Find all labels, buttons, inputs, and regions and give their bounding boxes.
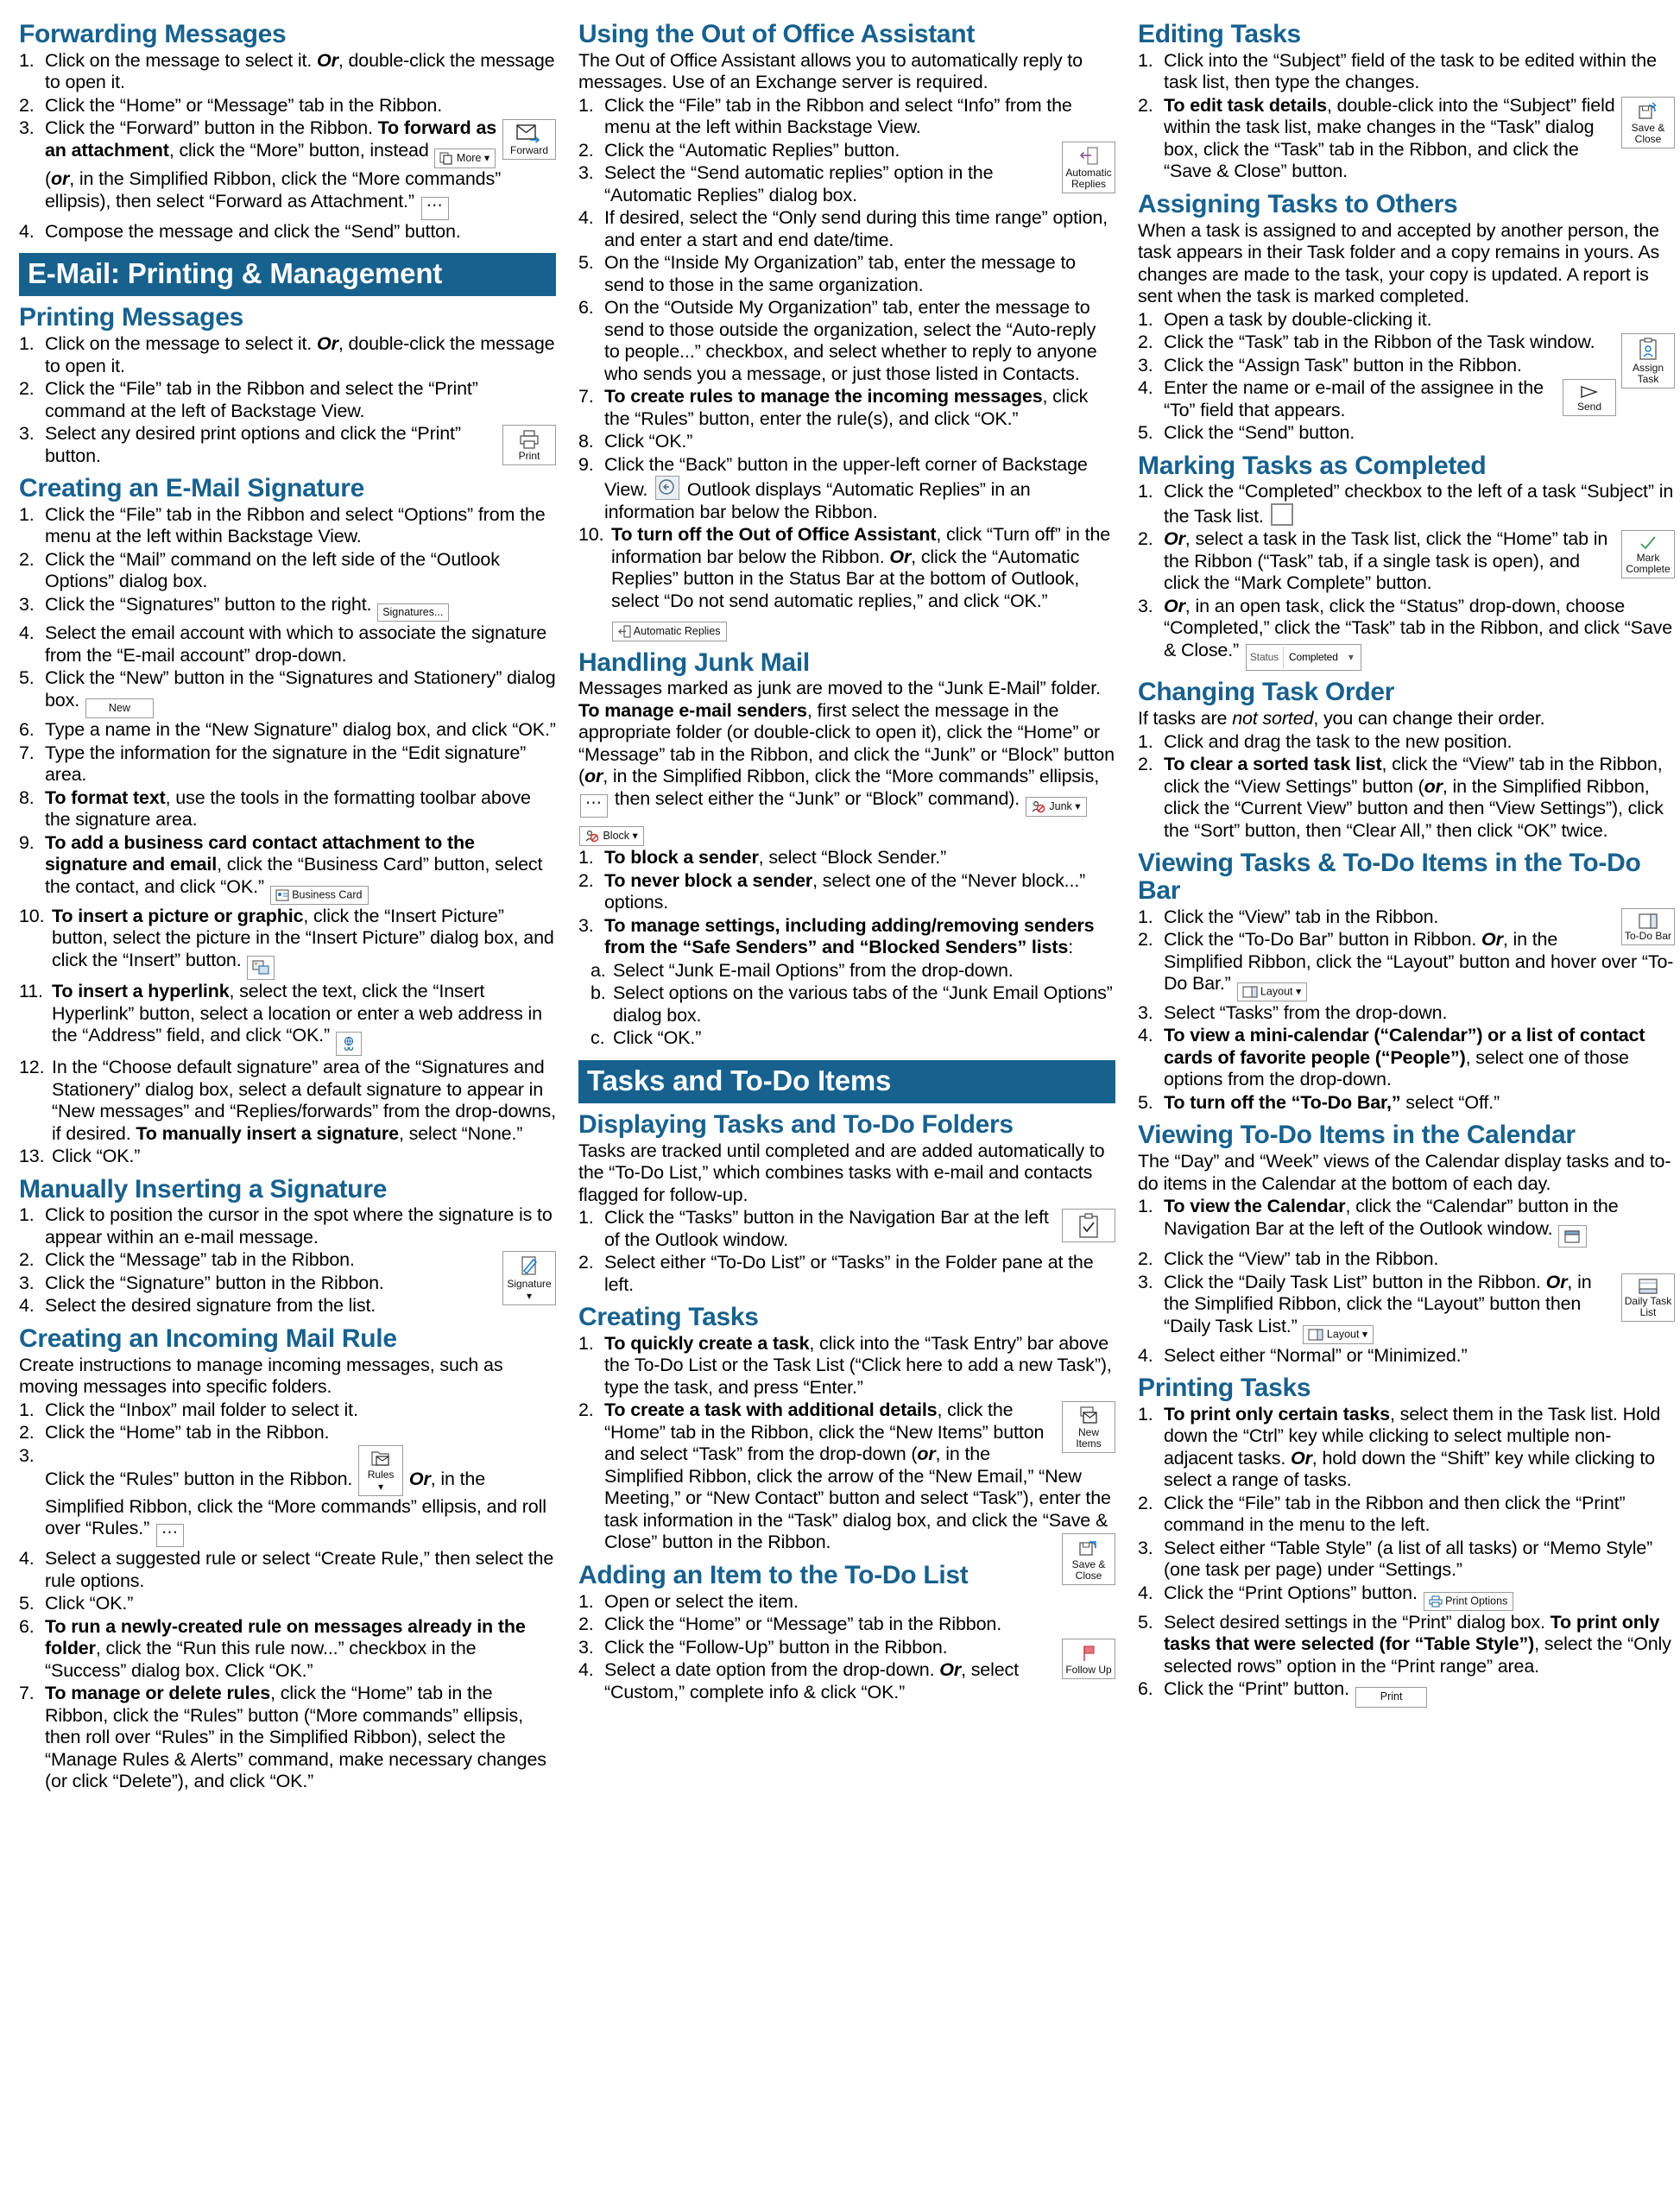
- chip-label: Rules: [367, 1468, 395, 1481]
- layout-ribbon-button[interactable]: Layout ▾: [1237, 982, 1308, 1001]
- list-item: Send 4. Enter the name or e-mail of the assignee in the “To” field that appears.: [1138, 377, 1675, 421]
- save-close-icon: [1637, 101, 1659, 122]
- chip-label: Mark Complete: [1626, 552, 1671, 576]
- list-item: 4. Select a suggested rule or select “Create Rule,” then select the rule options.: [19, 1548, 554, 1591]
- list-item: 1. Click into the “Subject” field of the task to be edited within the task list, then type the changes.: [1138, 49, 1657, 93]
- list-item: 3. Click the “Rules” button in the Ribbon. Rules ▾ Or, in the Simplified Ribbon, click the “More commands” ellipsis, and roll over “Rules.” ⋯: [19, 1445, 556, 1547]
- chip-label: Automatic Replies: [1065, 166, 1112, 190]
- list-item: c. Click “OK.”: [591, 1027, 702, 1048]
- copy-icon: [439, 152, 453, 165]
- heading-printing-tasks: Printing Tasks: [1138, 1374, 1311, 1403]
- list-item: 3. Select either “Table Style” (a list of all tasks) or “Memo Style” (one task per page) under “Settings.”: [1138, 1537, 1653, 1581]
- save-close-ribbon-button[interactable]: [1062, 1533, 1115, 1585]
- back-button[interactable]: [655, 476, 679, 500]
- list-item: 9. To add a business card contact attachment to the signature and email, click the “Business Card” button, select the contact, and click “OK.” Business Card: [19, 832, 556, 905]
- print-options-button[interactable]: Print Options: [1424, 1592, 1514, 1611]
- link-globe-icon: [341, 1036, 357, 1052]
- list-item: 11. To insert a hyperlink, select the text, click the “Insert Hyperlink” button, select a location or enter a web address in the “Address” field, and click “OK.”: [19, 981, 556, 1056]
- list-item: 13. Click “OK.”: [19, 1146, 141, 1167]
- list-item: 4. Select the desired signature from the list.: [19, 1295, 376, 1317]
- heading-adding-item-todo-list: Adding an Item to the To-Do List: [578, 1560, 969, 1589]
- mark-complete-ribbon-button[interactable]: [1621, 530, 1675, 578]
- heading-viewing-todo-items-calendar: Viewing To-Do Items in the Calendar: [1138, 1121, 1576, 1150]
- list-item: 1. To quickly create a task, click into the “Task Entry” bar above the To-Do List or the Task List (“Click here to add a new Task”), type the task, and press “Enter.”: [578, 1332, 1112, 1398]
- list-item: 7. To create rules to manage the incoming messages, click the “Rules” button, enter the rule(s), and click “OK.”: [578, 386, 1089, 429]
- heading-forwarding-messages: Forwarding Messages: [19, 20, 287, 48]
- list-item: 2. Click the “File” tab in the Ribbon and select the “Print” command at the left of Backstage View.: [19, 378, 478, 421]
- list-item: 2. Select either “To-Do List” or “Tasks” in the Folder pane at the left.: [578, 1252, 1094, 1295]
- layout-icon: [1308, 1329, 1323, 1341]
- layout-ribbon-button[interactable]: Layout ▾: [1303, 1325, 1374, 1344]
- list-item: Follow Up 3. Click the “Follow-Up” button in the Ribbon.: [578, 1637, 1115, 1659]
- clipboard-check-icon: [1077, 1213, 1100, 1239]
- junk-ribbon-button[interactable]: Junk ▾: [1026, 797, 1087, 817]
- column-1: [19, 21, 556, 2183]
- list-item: 10. To insert a picture or graphic, click the “Insert Picture” button, select the picture in the “Insert Picture” dialog box, and click the “Insert” button.: [19, 906, 556, 981]
- list-item: 7. To manage or delete rules, click the “Home” tab in the Ribbon, click the “Rules” button (“More commands” ellipsis, then roll over “Rules” in the Simplified Ribbon), select the “Manage Rules & Alerts” command, make necessary changes (or click “Delete”), and click “OK.”: [19, 1683, 546, 1792]
- list-item: New Items 2. To create a task with additional details, click the “Home” tab in the Ribbon, click the “New Items” button and select “Task” from the drop-down (or, in the Simplified Ribbon, click the arrow of the “New Email,” “New Meeting,” or “New Contact” button and select “Task”), enter the task information in the “Task” dialog box, and click the “Save & Close” button in the Ribbon. Save & Close: [578, 1399, 1115, 1554]
- list-item: 4. Select a date option from the drop-down. Or, select “Custom,” complete info & click “OK.”: [578, 1659, 1019, 1702]
- auto-reply-icon: [617, 625, 631, 638]
- rules-icon: [370, 1450, 391, 1469]
- chip-label: Forward: [509, 144, 548, 157]
- chip-label: Follow Up: [1065, 1663, 1112, 1676]
- list-item: Automatic Replies 2. Click the “Automatic Replies” button.: [578, 140, 1115, 162]
- heading-marking-tasks-completed: Marking Tasks as Completed: [1138, 451, 1487, 480]
- list-item: 5. Select desired settings in the “Print” dialog box. To print only tasks that were selected (for “Table Style”), select the “Only selected rows” option in the “Print range” area.: [1138, 1611, 1671, 1677]
- intro-creating-incoming-mail-rule: Create instructions to manage incoming messages, such as moving messages into specific folders.: [19, 1354, 503, 1398]
- heading-editing-tasks: Editing Tasks: [1138, 20, 1301, 48]
- steps-printing-messages: [19, 333, 556, 467]
- save-close-icon: [1077, 1538, 1100, 1558]
- save-close-ribbon-button[interactable]: [1621, 97, 1675, 148]
- steps-marking-tasks-completed: [1138, 481, 1675, 671]
- steps-displaying-tasks-folders: [578, 1207, 1115, 1296]
- list-item: Print 3. Select any desired print options and click the “Print” button.: [19, 423, 556, 467]
- intro-assigning-tasks-others: When a task is assigned to and accepted by another person, the task appears in their Task folder and a copy remains in yours. As changes are made to the task, your copy is updated. A report is sent when the task is marked completed.: [1138, 219, 1660, 307]
- intro-viewing-todo-items-calendar: The “Day” and “Week” views of the Calendar display tasks and to-do items in the Calendar at the bottom of each day.: [1138, 1151, 1671, 1194]
- send-ribbon-button[interactable]: [1563, 379, 1616, 416]
- list-item: 4. Select the email account with which to associate the signature from the “E-mail account” drop-down.: [19, 622, 547, 666]
- status-value: Completed ▾: [1284, 647, 1357, 669]
- list-item: 5. Click the “New” button in the “Signatures and Stationery” dialog box. New: [19, 667, 556, 718]
- chip-label: Send: [1576, 401, 1602, 414]
- list-item: 6. Type a name in the “New Signature” dialog box, and click “OK.”: [19, 719, 556, 741]
- list-item: Save & Close 2. To edit task details, double-click into the “Subject” field within the task list, make changes in the “Task” dialog box, click the “Task” tab in the Ribbon, and click the “Save & Close” button.: [1138, 95, 1675, 183]
- chip-label: Assign Task: [1632, 362, 1664, 386]
- list-item: 3. Click the “Signatures” button to the right. Signatures...: [19, 594, 556, 622]
- steps-creating-email-signature: [19, 504, 556, 1168]
- heading-assigning-tasks-others: Assigning Tasks to Others: [1138, 189, 1458, 218]
- steps-adding-item-todo-list: [578, 1591, 1115, 1704]
- chip-label: Signature: [507, 1278, 552, 1291]
- list-item: 3. To manage settings, including adding/removing senders from the “Safe Senders” and “Blocked Senders” lists:: [578, 914, 1095, 957]
- daily-task-list-ribbon-button[interactable]: [1621, 1273, 1675, 1322]
- chip-label: Print: [518, 450, 540, 463]
- block-person-icon: [584, 830, 600, 843]
- send-arrow-icon: [1578, 383, 1601, 401]
- list-item: 2. Click the “To-Do Bar” button in Ribbon. Or, in the Simplified Ribbon, click the “Layout” button and hover over “To-Do Bar.” Layout ▾: [1138, 929, 1675, 1001]
- list-item: 4. Select either “Normal” or “Minimized.”: [1138, 1344, 1468, 1366]
- chevron-down-icon: ▾: [526, 1290, 533, 1303]
- list-item: 4. Compose the message and click the “Send” button.: [19, 220, 461, 242]
- status-label: Status: [1250, 647, 1284, 669]
- printer-icon: [518, 429, 540, 450]
- banner-tasks-and-todo-items: Tasks and To-Do Items: [578, 1060, 1115, 1103]
- intro-changing-task-order: If tasks are not sorted, you can change their order.: [1138, 708, 1545, 730]
- steps-viewing-todo-items-calendar: [1138, 1196, 1675, 1367]
- heading-creating-email-signature: Creating an E-Mail Signature: [19, 474, 364, 503]
- list-item: Forward 3. Click the “Forward” button in the Ribbon. To forward as an attachment, click the “More” button, instead More ▾ (or, in the Simplified Ribbon, click the “More commands” ellipsis), then select “Forward as Attachment.” ⋯: [19, 117, 556, 219]
- list-item: a. Select “Junk E-mail Options” from the drop-down.: [591, 959, 1014, 981]
- picture-icon: [252, 960, 269, 976]
- list-item: 1. To view the Calendar, click the “Calendar” button in the Navigation Bar at the left of the Outlook window.: [1138, 1196, 1675, 1248]
- block-ribbon-button[interactable]: Block ▾: [579, 826, 644, 846]
- layout-icon: [1242, 986, 1258, 998]
- insert-picture-button[interactable]: [247, 956, 275, 980]
- list-item: 1. Click to position the cursor in the spot where the signature is to appear within an e-mail message.: [19, 1204, 553, 1248]
- list-item: 3. Select “Tasks” from the drop-down.: [1138, 1001, 1448, 1023]
- new-signature-button[interactable]: New: [85, 698, 154, 719]
- list-item: 5. To turn off the “To-Do Bar,” select “Off.”: [1138, 1091, 1500, 1113]
- list-item: 9. Click the “Back” button in the upper-left corner of Backstage View. Outlook displays “Automatic Replies” in an information bar below the Ribbon.: [578, 453, 1088, 522]
- list-item: 6. On the “Outside My Organization” tab, enter the message to send to those outside the organization, select the “Auto-reply to people...” checkbox, and select whether to reply to anyone who sends you a message, or just those listed in Contacts.: [578, 297, 1097, 384]
- automatic-replies-status-button[interactable]: Automatic Replies: [612, 622, 727, 641]
- completed-checkbox[interactable]: [1271, 503, 1293, 526]
- list-item: 3. Select the “Send automatic replies” option in the “Automatic Replies” dialog box.: [578, 162, 994, 205]
- list-item: 2. To never block a sender, select one of the “Never block...” options.: [578, 869, 1086, 913]
- steps-assigning-tasks-others: [1138, 309, 1675, 445]
- list-item: 8. To format text, use the tools in the formatting toolbar above the signature area.: [19, 786, 531, 831]
- list-item: 1. Click and drag the task to the new position.: [1138, 730, 1513, 752]
- list-item: 6. To run a newly-created rule on messages already in the folder, click the “Run this rule now...” checkbox in the “Success” dialog box. Click “OK.”: [19, 1615, 526, 1681]
- chip-label: Save & Close: [1631, 121, 1665, 145]
- list-item: 3. Click the “Assign Task” button in the Ribbon.: [1138, 354, 1522, 376]
- list-item: 1. Click the “Tasks” button in the Navigation Bar at the left of the Outlook window.: [578, 1207, 1115, 1251]
- list-item: 7. Type the information for the signature in the “Edit signature” area.: [19, 742, 527, 786]
- heading-creating-incoming-mail-rule: Creating an Incoming Mail Rule: [19, 1323, 397, 1353]
- chevron-down-icon: ▾: [378, 1480, 384, 1493]
- list-item: 4. If desired, select the “Only send during this time range” option, and enter a start and end date/time.: [578, 207, 1108, 250]
- contact-card-icon: [275, 889, 289, 901]
- list-item: 1. To print only certain tasks, select them in the Task list. Hold down the “Ctrl” key while clicking to select multiple non-adjacent tasks. Or, hold down the “Shift” key while clicking to select a range of tasks.: [1138, 1403, 1661, 1491]
- column-3: [1138, 21, 1675, 2183]
- list-item: 1. Click the “File” tab in the Ribbon and select “Info” from the menu at the left within Backstage View.: [578, 94, 1072, 138]
- list-item: To-Do Bar 1. Click the “View” tab in the Ribbon.: [1138, 906, 1675, 929]
- list-item: 5. Click “OK.”: [19, 1593, 134, 1614]
- more-commands-ellipsis[interactable]: ⋯: [421, 197, 449, 220]
- heading-out-of-office-assistant: Using the Out of Office Assistant: [578, 20, 976, 48]
- junk-person-block-icon: [1031, 800, 1046, 813]
- list-item: 3. Or, in an open task, click the “Status” drop-down, choose “Completed,” click the “Task” tab in the Ribbon, and click “Save & Close.” Status Completed ▾: [1138, 596, 1675, 672]
- intro-handling-junk-mail: Messages marked as junk are moved to the “Junk E-Mail” folder. To manage e-mail senders, first select the message in the appropriate folder (or double-click to open it), click the “Home” or “Message” tab in the Ribbon, and click the “Junk” or “Block” button (or, in the Simplified Ribbon, click the “More commands” ellipsis, ⋯ then select either the “Junk” or “Block” command). Junk ▾ Block ▾: [578, 678, 1115, 846]
- list-item: Daily Task List 3. Click the “Daily Task List” button in the Ribbon. Or, in the Simplified Ribbon, click the “Layout” button then “Daily Task List.” Layout ▾: [1138, 1272, 1675, 1344]
- list-item: 4. To view a mini-calendar (“Calendar”) or a list of contact cards of favorite people (“People”), select one of those options from the drop-down.: [1138, 1025, 1645, 1090]
- more-commands-ellipsis[interactable]: ⋯: [156, 1524, 184, 1547]
- business-card-button[interactable]: Business Card: [270, 886, 369, 905]
- steps-out-of-office-assistant: [578, 95, 1115, 641]
- list-item: 2. To clear a sorted task list, click the “View” tab in the Ribbon, click the “View Settings” button (or, in the Simplified Ribbon, click the “Current View” button and then “View Settings”), click the “Sort” button, then “Clear All,” then click “OK” twice.: [1138, 754, 1664, 841]
- intro-out-of-office-assistant: The Out of Office Assistant allows you to automatically reply to messages. Use of an Exchange server is required.: [578, 49, 1083, 93]
- chip-label: Daily Task List: [1624, 1294, 1672, 1318]
- heading-handling-junk-mail: Handling Junk Mail: [578, 647, 810, 677]
- list-item: 2. Click the “File” tab in the Ribbon and then click the “Print” command in the menu to the left.: [1138, 1492, 1626, 1536]
- heading-changing-task-order: Changing Task Order: [1138, 678, 1395, 707]
- steps-editing-tasks: [1138, 50, 1675, 183]
- envelope-arrow-icon: [515, 123, 543, 144]
- list-item: 1. Click the “Inbox” mail folder to select it.: [19, 1399, 358, 1420]
- heading-printing-messages: Printing Messages: [19, 303, 243, 332]
- checkmark-icon: [1637, 534, 1659, 552]
- steps-manually-inserting-signature: [19, 1204, 556, 1317]
- calendar-navigation-button[interactable]: [1558, 1225, 1587, 1248]
- calendar-icon: [1563, 1229, 1581, 1244]
- more-ribbon-button[interactable]: More ▾: [434, 148, 496, 168]
- list-item: 1. To block a sender, select “Block Sender.”: [578, 847, 947, 868]
- daily-task-list-icon: [1637, 1278, 1659, 1295]
- list-item: 1. Click on the message to select it. Or, double-click the message to open it.: [19, 49, 555, 93]
- substeps-handling-junk-mail: [578, 960, 1115, 1050]
- list-item: 10. To turn off the Out of Office Assistant, click “Turn off” in the information bar below the Ribbon. Or, click the “Automatic Replies” button in the Status Bar at the bottom of Outlook, select “Do not send automatic replies,” and click “OK.” Automatic Replies: [578, 524, 1115, 641]
- chip-label: New Items: [1076, 1426, 1102, 1450]
- list-item: 2. Click the “Home” or “Message” tab in the Ribbon.: [578, 1614, 1002, 1635]
- signatures-dialog-button[interactable]: Signatures...: [377, 603, 449, 622]
- list-item: 3. Click the “Signature” button in the Ribbon.: [19, 1272, 384, 1293]
- steps-creating-incoming-mail-rule: [19, 1399, 556, 1793]
- steps-viewing-tasks-todo-bar: [1138, 906, 1675, 1115]
- list-item: Signature ▾ 2. Click the “Message” tab in the Ribbon.: [19, 1249, 556, 1272]
- list-item: 8. Click “OK.”: [578, 431, 693, 452]
- list-item: 1. Open a task by double-clicking it.: [1138, 308, 1432, 330]
- list-item: 4. Click the “Print Options” button. Print Options: [1138, 1582, 1675, 1611]
- list-item: 1. Open or select the item.: [578, 1590, 799, 1612]
- intro-displaying-tasks-folders: Tasks are tracked until completed and are added automatically to the “To-Do List,” which combines tasks with e-mail and contacts flagged for follow-up.: [578, 1140, 1105, 1205]
- print-dialog-button[interactable]: Print: [1355, 1687, 1428, 1708]
- new-items-ribbon-button[interactable]: [1062, 1401, 1115, 1453]
- forward-ribbon-button[interactable]: [502, 119, 556, 160]
- list-item: 12. In the “Choose default signature” area of the “Signatures and Stationery” dialog box, select a default signature to appear in “New messages” and “Replies/forwards” from the drop-downs, if desired. To manually insert a signature, select “None.”: [19, 1057, 556, 1144]
- list-item: 5. Click the “Send” button.: [1138, 422, 1355, 444]
- chip-label: To-Do Bar: [1624, 929, 1672, 942]
- more-commands-ellipsis[interactable]: ⋯: [580, 794, 608, 818]
- status-dropdown[interactable]: [1246, 644, 1361, 672]
- steps-handling-junk-mail: [578, 847, 1115, 959]
- heading-creating-tasks: Creating Tasks: [578, 1303, 759, 1332]
- list-item: 5. On the “Inside My Organization” tab, enter the message to send to those in the same organization.: [578, 252, 1076, 295]
- list-item: 2. Click the “View” tab in the Ribbon.: [1138, 1248, 1439, 1270]
- insert-hyperlink-button[interactable]: [336, 1032, 362, 1056]
- list-item: b. Select options on the various tabs of the “Junk Email Options” dialog box.: [591, 982, 1113, 1026]
- heading-viewing-tasks-todo-bar: Viewing Tasks & To-Do Items in the To-Do Bar: [1138, 849, 1641, 905]
- rules-ribbon-button[interactable]: [358, 1445, 403, 1496]
- tasks-navigation-button[interactable]: [1062, 1209, 1115, 1242]
- list-item: 6. Click the “Print” button. Print: [1138, 1678, 1675, 1708]
- list-item: 1. Click the “File” tab in the Ribbon and select “Options” from the menu at the left within Backstage View.: [19, 503, 546, 547]
- list-item: Mark Complete 2. Or, select a task in the Task list, click the “Home” tab in the Ribbon (“Task” tab, if a single task is open), and click the “Mark Complete” button.: [1138, 528, 1675, 595]
- chip-label: Save & Close: [1071, 1558, 1106, 1582]
- list-item: Assign Task 2. Click the “Task” tab in the Ribbon of the Task window.: [1138, 332, 1675, 354]
- list-item: 1. Click on the message to select it. Or, double-click the message to open it.: [19, 333, 555, 376]
- steps-printing-tasks: [1138, 1404, 1675, 1708]
- steps-changing-task-order: [1138, 731, 1675, 843]
- print-ribbon-button[interactable]: [502, 425, 556, 465]
- list-item: 2. Click the “Home” tab in the Ribbon.: [19, 1422, 330, 1443]
- list-item: 1. Click the “Completed” checkbox to the left of a task “Subject” in the Task list.: [1138, 481, 1674, 527]
- banner-email-printing-management: E-Mail: Printing & Management: [19, 253, 556, 296]
- heading-manually-inserting-signature: Manually Inserting a Signature: [19, 1174, 388, 1203]
- steps-forwarding-messages: [19, 50, 556, 243]
- new-items-icon: [1077, 1406, 1100, 1426]
- todo-bar-icon: [1637, 913, 1659, 930]
- list-item: 2. Click the “Home” or “Message” tab in the Ribbon.: [19, 94, 443, 116]
- column-2: [578, 21, 1115, 2183]
- printer-icon: [1429, 1595, 1443, 1608]
- heading-displaying-tasks-folders: Displaying Tasks and To-Do Folders: [578, 1109, 1014, 1139]
- list-item: 2. Click the “Mail” command on the left side of the “Outlook Options” dialog box.: [19, 548, 500, 592]
